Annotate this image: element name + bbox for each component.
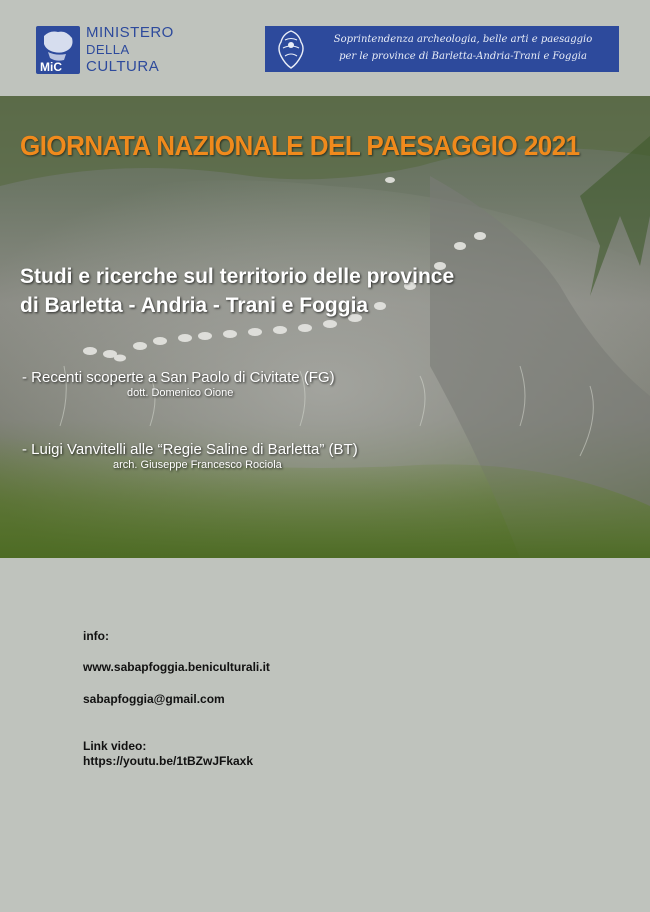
hillside-sheep-image (0, 96, 650, 558)
video-link[interactable]: https://youtu.be/1tBZwJFkaxk (83, 754, 254, 768)
talk-title: - Luigi Vanvitelli alle “Regie Saline di Barletta” (BT) (22, 441, 358, 458)
soprintendenza-banner[interactable] (265, 26, 619, 72)
mic-line-1: MINISTERO (86, 24, 174, 41)
info-label: info: (83, 629, 109, 643)
talk-item (22, 441, 358, 471)
event-title: GIORNATA NAZIONALE DEL PAESAGGIO 2021 (20, 130, 580, 161)
header (0, 0, 650, 96)
email-link[interactable]: sabapfoggia@gmail.com (83, 692, 225, 706)
mic-emblem-label: MiC (40, 60, 62, 74)
website-link[interactable]: www.sabapfoggia.beniculturali.it (83, 660, 270, 674)
mic-emblem-icon (36, 26, 80, 74)
talk-item (22, 369, 335, 399)
video-label: Link video: (83, 739, 147, 753)
soprintendenza-line-2: per le province di Barletta-Andria-Trani e Foggia (339, 51, 587, 62)
subtitle-line-2: di Barletta - Andria - Trani e Foggia (20, 294, 369, 317)
event-subtitle (20, 262, 454, 320)
mic-wordmark (86, 25, 174, 74)
mic-line-2: DELLA (86, 42, 130, 57)
landscape-photo (0, 96, 650, 558)
subtitle-line-1: Studi e ricerche sul territorio delle province (20, 265, 455, 288)
talk-title: - Recenti scoperte a San Paolo di Civitate (FG) (22, 369, 335, 386)
talk-author: arch. Giuseppe Francesco Rociola (113, 459, 282, 471)
talk-author: dott. Domenico Oione (127, 387, 234, 399)
soprintendenza-text (313, 31, 613, 65)
mic-line-3: CULTURA (86, 58, 160, 75)
soprintendenza-crest-icon (271, 28, 311, 70)
mic-logo[interactable] (36, 26, 186, 76)
soprintendenza-line-1: Soprintendenza archeologia, belle arti e paesaggio (333, 34, 593, 45)
